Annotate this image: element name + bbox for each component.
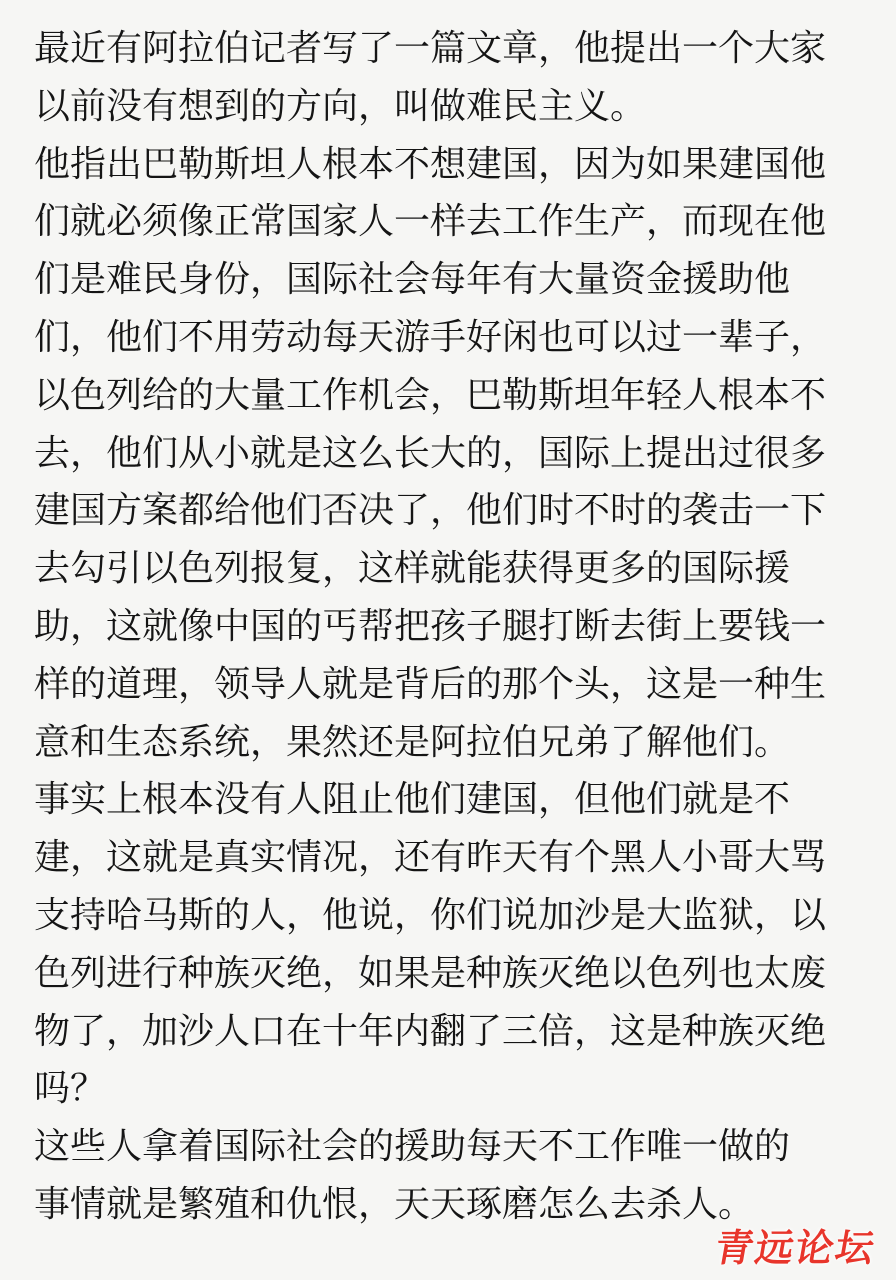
text-line: 他指出巴勒斯坦人根本不想建国，因为如果建国他 xyxy=(34,143,827,185)
text-line: 意和生态系统，果然还是阿拉伯兄弟了解他们。 xyxy=(34,721,791,763)
text-line: 最近有阿拉伯记者写了一篇文章，他提出一个大家 xyxy=(34,28,827,69)
text-line: 支持哈马斯的人，他说，你们说加沙是大监狱，以 xyxy=(34,894,827,936)
text-line: 建国方案都给他们否决了，他们时不时的袭击一下 xyxy=(34,490,827,532)
text-line: 以色列给的大量工作机会，巴勒斯坦年轻人根本不 xyxy=(34,374,827,416)
text-line: 物了，加沙人口在十年内翻了三倍，这是种族灭绝 xyxy=(34,1010,827,1052)
text-line: 事情就是繁殖和仇恨，天天琢磨怎么去杀人。 xyxy=(34,1183,755,1225)
text-line: 们，他们不用劳动每天游手好闲也可以过一辈子， xyxy=(34,316,827,358)
text-line: 以前没有想到的方向，叫做难民主义。 xyxy=(34,85,647,127)
text-line: 们是难民身份，国际社会每年有大量资金援助他 xyxy=(34,259,791,301)
text-line: 这些人拿着国际社会的援助每天不工作唯一做的 xyxy=(34,1126,791,1168)
text-line: 样的道理，领导人就是背后的那个头，这是一种生 xyxy=(34,663,827,705)
text-line: 去，他们从小就是这么长大的，国际上提出过很多 xyxy=(34,432,827,474)
text-line: 事实上根本没有人阻止他们建国，但他们就是不 xyxy=(34,779,791,821)
watermark-logo: 青远论坛 xyxy=(711,1226,880,1270)
text-line: 建，这就是真实情况，还有昨天有个黑人小哥大骂 xyxy=(34,837,827,879)
text-line: 去勾引以色列报复，这样就能获得更多的国际援 xyxy=(34,548,791,590)
text-line: 吗？ xyxy=(34,1068,107,1110)
text-line: 色列进行种族灭绝，如果是种族灭绝以色列也太废 xyxy=(34,952,827,994)
text-line: 助，这就像中国的丐帮把孩子腿打断去街上要钱一 xyxy=(34,605,827,647)
text-line: 们就必须像正常国家人一样去工作生产，而现在他 xyxy=(34,201,827,243)
